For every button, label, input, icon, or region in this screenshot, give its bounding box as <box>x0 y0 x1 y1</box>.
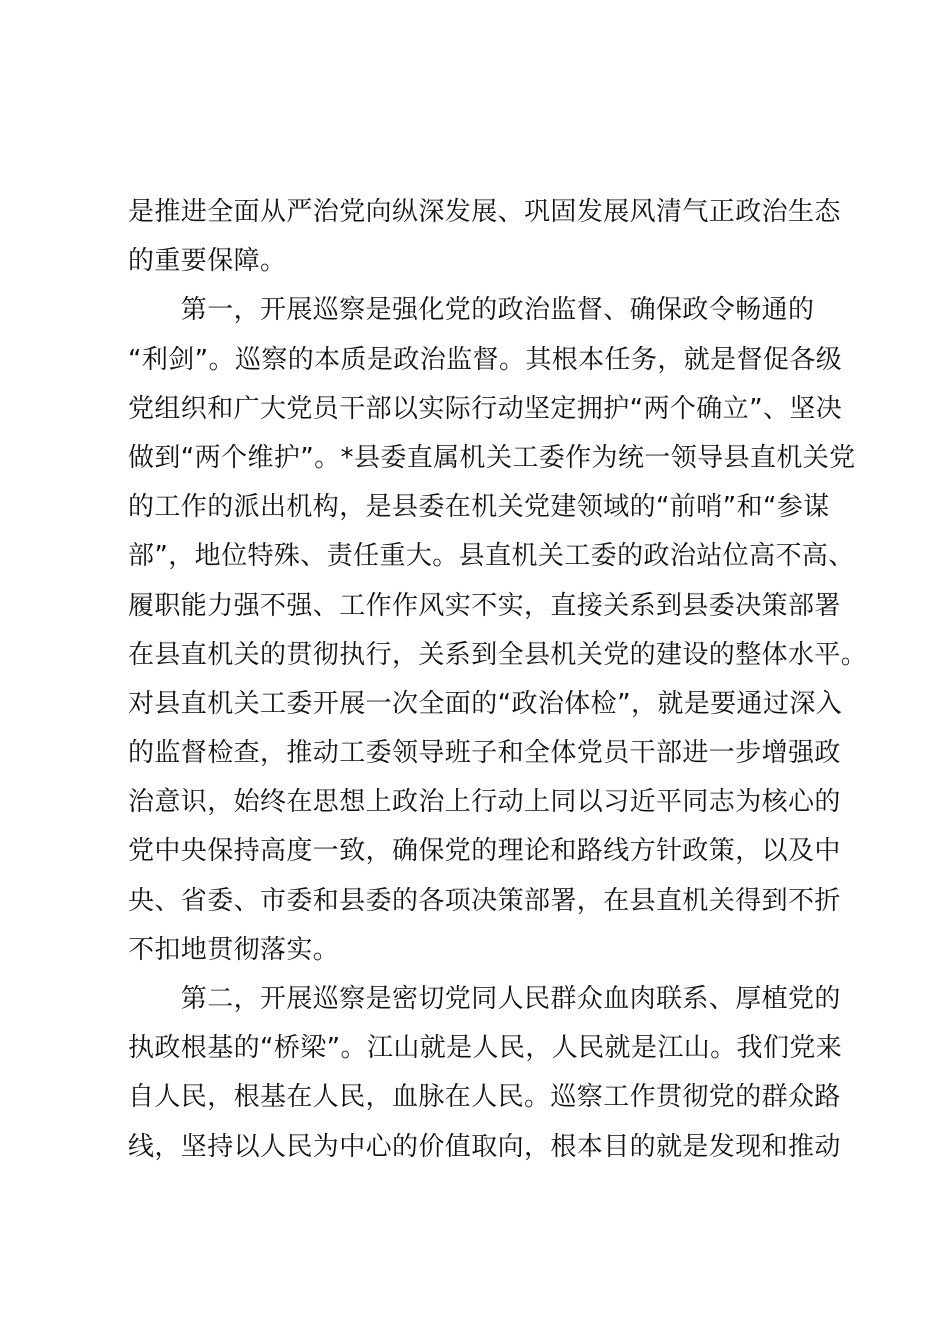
text-line: 自人民，根基在人民，血脉在人民。巡察工作贯彻党的群众路 <box>128 1082 841 1113</box>
text-line: 在县直机关的贯彻执行，关系到全县机关党的建设的整体水平。 <box>128 639 868 670</box>
text-line: 的工作的派出机构，是县委在机关党建领域的“前哨”和“参谋 <box>128 492 830 523</box>
text-line: 是推进全面从严治党向纵深发展、巩固发展风清气正政治生态 <box>128 197 841 227</box>
text-line: 的监督检查，推动工委领导班子和全体党员干部进一步增强政 <box>128 738 841 769</box>
text-line: 党中央保持高度一致，确保党的理论和路线方针政策，以及中 <box>128 836 841 867</box>
text-line: “利剑”。巡察的本质是政治监督。其根本任务，就是督促各级 <box>128 344 843 375</box>
text-line: 做到“两个维护”。*县委直属机关工委作为统一领导县直机关党 <box>128 442 856 473</box>
text-line: 不扣地贯彻落实。 <box>128 934 340 965</box>
document-body <box>128 188 868 1172</box>
text-line: 治意识，始终在思想上政治上行动上同以习近平同志为核心的 <box>128 787 841 818</box>
text-line: 线，坚持以人民为中心的价值取向，根本目的就是发现和推动 <box>128 1131 841 1162</box>
text-line: 执政根基的“桥梁”。江山就是人民，人民就是江山。我们党来 <box>128 1033 843 1064</box>
paragraph-first-line: 第二，开展巡察是密切党同人民群众血肉联系、厚植党的 <box>128 984 841 1014</box>
paragraph-first-line: 第一，开展巡察是强化党的政治监督、确保政令畅通的 <box>128 295 815 326</box>
text-line: 对县直机关工委开展一次全面的“政治体检”，就是要通过深入 <box>128 688 843 719</box>
text-line: 的重要保障。 <box>128 246 287 277</box>
text-line: 履职能力强不强、工作作风实不实，直接关系到县委决策部署 <box>128 590 841 621</box>
text-line: 央、省委、市委和县委的各项决策部署，在县直机关得到不折 <box>128 885 841 916</box>
text-line: 党组织和广大党员干部以实际行动坚定拥护“两个确立”、坚决 <box>128 393 843 424</box>
text-line: 部”，地位特殊、责任重大。县直机关工委的政治站位高不高、 <box>128 541 855 572</box>
